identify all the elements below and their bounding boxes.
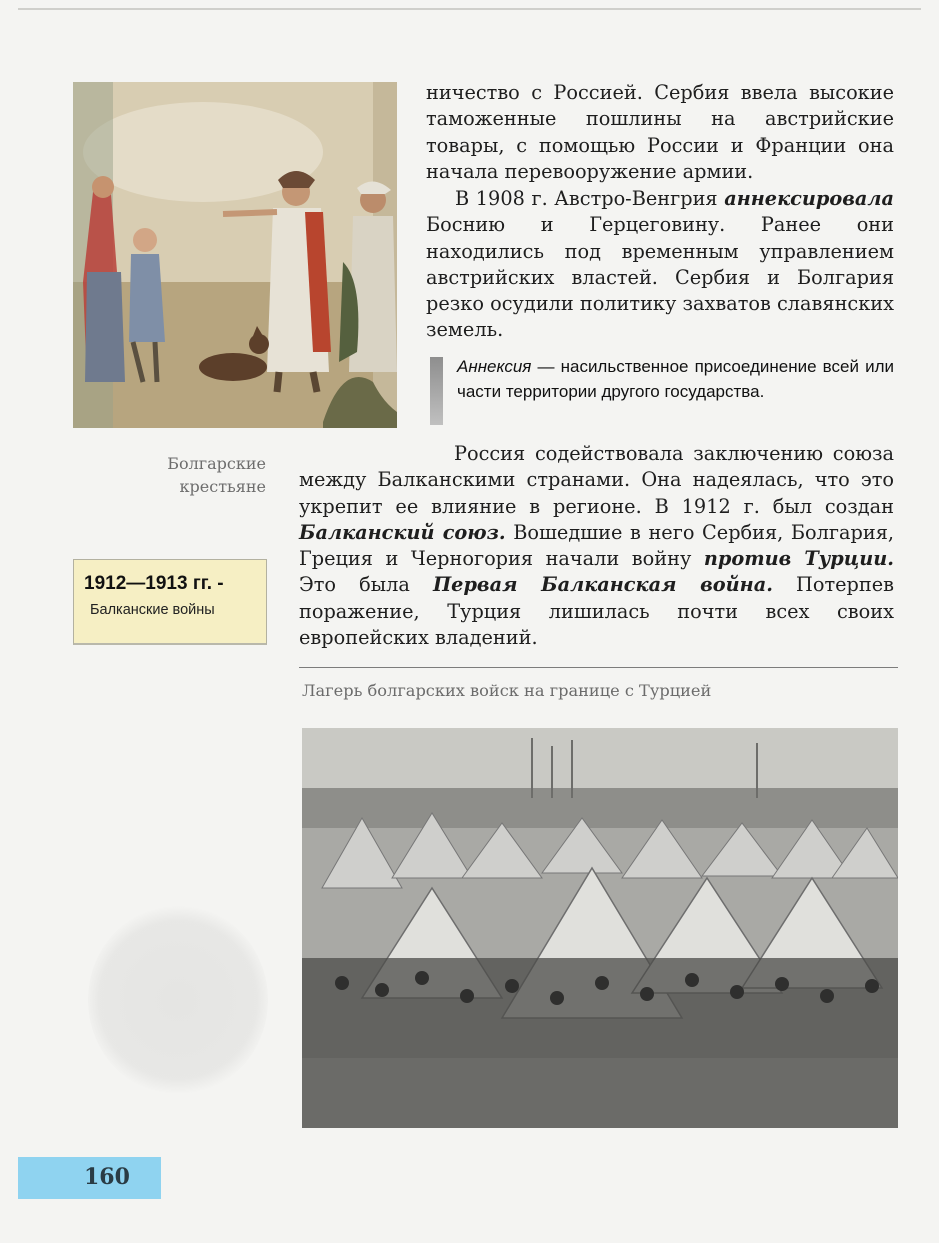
paragraph-1-text: ничество с Россией. Сербия ввела высокие таможенные пошлины на австрийские товары, с помощью России и Франции она начала перевооружение армии. [426, 81, 894, 183]
date-range: 1912—1913 гг. - [84, 573, 224, 594]
bulgarian-peasants-painting [73, 82, 397, 428]
paragraph-2 [426, 186, 894, 344]
paragraph-3-part-b: Вошедшие в него Сербия, Болгария, Греция и Черногория начали войну [299, 520, 894, 571]
term-against-turkey: против Турции. [703, 547, 895, 571]
paragraph-3-text [299, 441, 894, 651]
paragraph-3-part-c: Это была [299, 573, 433, 597]
paragraph-3-part-d: Потерпев поражение, Турция лишилась почти всех своих европейских владений. [299, 573, 894, 650]
faded-stamp-mark [88, 905, 268, 1095]
page-number-tab: 160 [18, 1157, 161, 1199]
term-first-balkan-war: Первая Балканская война. [432, 573, 773, 597]
definition-marker-bar [430, 357, 443, 425]
paragraph-2-part-b: Боснию и Герцеговину. Ранее они находились под временным управлением австрийских властей. Сербия и Болгария резко осудили политику захватов славянских земель. [426, 213, 894, 342]
definition-text [457, 355, 894, 404]
painting-caption: Болгарские крестьяне [167, 454, 266, 496]
paragraph-2-text [426, 186, 894, 344]
paragraph-1 [426, 80, 894, 185]
definition-box [430, 355, 894, 427]
term-balkan-union: Балканский союз. [299, 520, 506, 544]
date-event: Балканские войны [90, 602, 215, 618]
date-highlight-box [73, 559, 267, 645]
term-annexed: аннексировала [724, 187, 894, 210]
section-divider [299, 667, 898, 668]
bulgarian-camp-photo [302, 728, 898, 1128]
paragraph-3-part-a: Россия содействовала заключению союза между Балканскими странами. Она надеялась, что это укрепит ее влияние в регионе. В 1912 г. был создан [299, 442, 894, 518]
definition-body: — насильственное присоединение всей или части территории другого государства. [457, 357, 894, 401]
top-border [18, 8, 921, 10]
definition-term: Аннексия [457, 357, 532, 376]
paragraph-2-part-a: В 1908 г. Австро-Венгрия [455, 187, 725, 210]
photo-caption: Лагерь болгарских войск на границе с Турцией [302, 681, 712, 700]
paragraph-3 [299, 441, 894, 651]
